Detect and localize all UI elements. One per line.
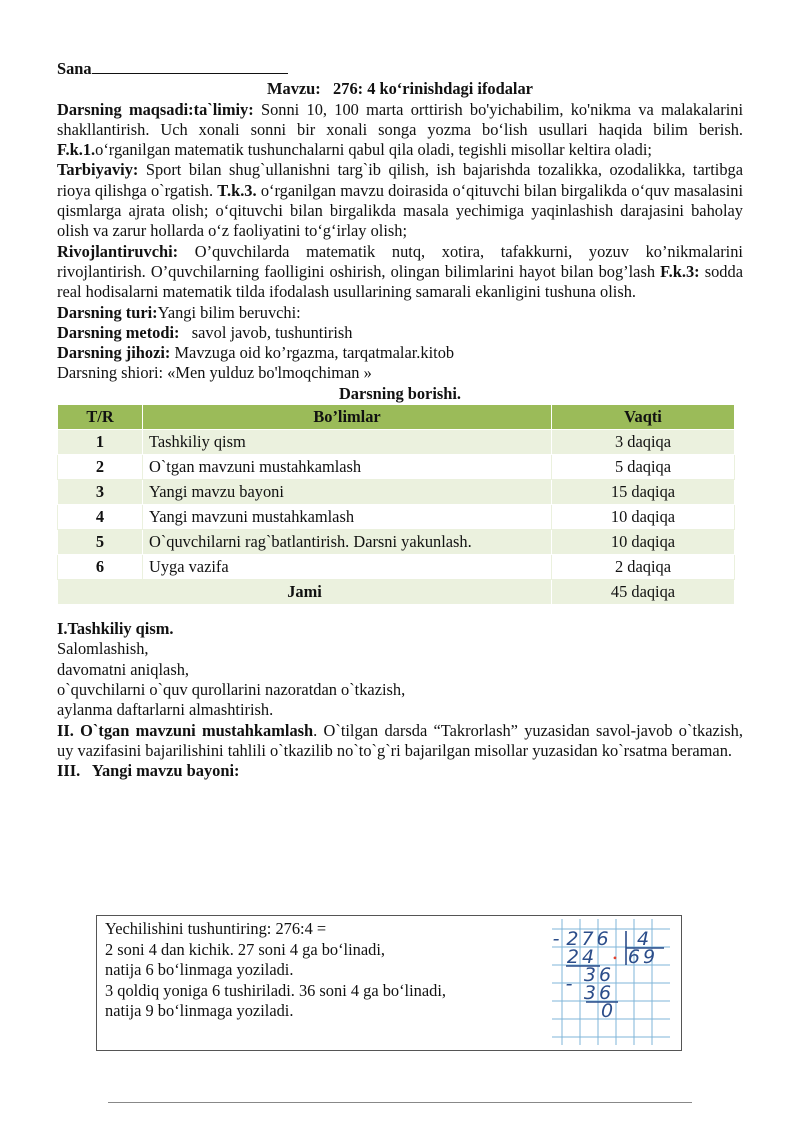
row-time: 2 daqiqa [552,555,735,580]
explanation-line: natija 9 bo‘linmaga yoziladi. [105,1001,294,1020]
section1-item: o`quvchilarni o`quv qurollarini nazoratdan o`tkazish, [57,679,406,699]
minus-sign-2: - [565,973,573,995]
lesson-equipment [57,343,743,363]
section1-item: Salomlashish, [57,639,149,659]
section1-item: aylanma daftarlarni almashtirish. [57,700,274,720]
lesson-motto: Darsning shiori: «Men yulduz bo'lmoqchiman » [57,363,372,383]
educational-goal [57,100,743,161]
fk1-label: F.k.1. [57,140,96,160]
date-label: Sana [57,59,92,78]
date-blank [92,58,288,74]
explanation-line: Yechilishini tushuntiring: 276:4 = [105,919,327,938]
developmental-goal [57,242,743,303]
section2 [57,721,743,762]
divisor-digit: 4 [636,928,650,950]
explanation-line: 3 qoldiq yoniga 6 tushiriladi. 36 soni 4 ga bo‘linadi, [105,980,446,1000]
row-part: Uyga vazifa [143,555,552,580]
lesson-plan-table [57,404,735,605]
developmental-text: O’quvchilarda matematik nutq, xotira, tafakkurni, yozuv ko’nikmalarini rivojlantirish. O’quvchilarning faolligini oshirish, olingan bilimlarini hayot bilan bog’lash [57,241,743,281]
explanation-line: natija 6 bo‘linmaga yoziladi. [105,960,294,979]
lesson-type [57,303,743,323]
section3-heading: Yangi mavzu bayoni: [91,761,240,781]
plan-title: Darsning borishi. [338,383,462,403]
row-part: Yangi mavzuni mustahkamlash [143,505,552,530]
fk3-label: F.k.3: [660,261,700,281]
table-row [58,555,735,580]
section1-item: davomatni aniqlash, [57,659,190,679]
section3-number: III. [57,761,81,781]
total-time: 45 daqiqa [552,580,735,605]
row-time: 10 daqiqa [552,505,735,530]
table-row [58,480,735,505]
fk3-text: sodda real hodisalarni matematik tilda ifodalash usullarining samarali ekanligini tushuna olish. [57,261,743,302]
dividend-digits: 276 [566,928,612,950]
section3-title [57,761,743,781]
explanation-text [105,919,525,1022]
remainder-1: 36 [583,964,615,986]
lesson-method-value: savol javob, tushuntirish [191,322,353,342]
row-time: 10 daqiqa [552,530,735,555]
row-time: 15 daqiqa [552,480,735,505]
row-number: 2 [58,455,143,480]
row-number: 5 [58,530,143,555]
table-row [58,455,735,480]
topic-title: 276: 4 ko‘rinishdagi ifodalar [333,79,533,99]
lesson-equipment-label: Darsning jihozi: [57,343,171,363]
row-time: 5 daqiqa [552,455,735,480]
subtrahend-1: 24 [566,946,598,968]
table-total-row [58,580,735,605]
lesson-method [57,323,743,343]
quotient-digits: 69 [627,946,659,968]
final-remainder: 0 [600,1000,614,1022]
marker-dot: • [612,951,618,965]
tk3-label: T.k.3. [217,180,257,200]
topic-label: Mavzu: [267,79,321,99]
lesson-method-label: Darsning metodi: [57,322,180,342]
row-part: Yangi mavzu bayoni [143,480,552,505]
section2-text: . O`tilgan darsda “Takrorlash” yuzasidan savol-javob o`tkazish, uy vazifasini bajarilishini tahlili o`tkazilib no`to`g`ri bajarilgan misollar yuzasidan ko`rsatma beraman. [57,720,743,760]
explanation-box [96,915,682,1051]
col-header-number: T/R [58,405,143,430]
row-number: 6 [58,555,143,580]
section1-title: I.Tashkiliy qism. [57,619,174,639]
table-row [58,430,735,455]
upbringing-goal [57,160,743,241]
row-number: 3 [58,480,143,505]
row-number: 4 [58,505,143,530]
spacer [57,605,743,619]
fk1-text: o‘rganilgan matematik tushunchalarni qabul qila oladi, tegishli misollar keltira oladi; [95,140,652,160]
upbringing-label: Tarbiyaviy: [57,160,139,180]
lesson-type-value: Yangi bilim beruvchi: [157,302,301,322]
table-row [58,505,735,530]
row-number: 1 [58,430,143,455]
row-time: 3 daqiqa [552,430,735,455]
educational-label: Darsning maqsadi:ta`limiy: [57,99,254,119]
explanation-line: 2 soni 4 dan kichik. 27 soni 4 ga bo‘linadi, [105,939,385,959]
table-row [58,530,735,555]
date-line [57,58,743,79]
row-part: O`quvchilarni rag`batlantirish. Darsni yakunlash. [143,530,552,555]
table-header-row [58,405,735,430]
subtrahend-2: 36 [583,982,615,1004]
lesson-type-label: Darsning turi: [57,302,158,322]
section2-title: II. O`tgan mavzuni mustahkamlash [57,720,314,740]
total-label: Jami [58,580,552,605]
educational-text: Sonni 10, 100 marta orttirish bo'yichabilim, ko'nikma va malakalarini shakllantirish. Uch xonali sonni bir xonali songa yozma bo‘lish usullari haqida bilim berish. [57,99,743,139]
long-division-image [552,919,670,1045]
row-part: O`tgan mavzuni mustahkamlash [143,455,552,480]
topic-line [57,79,743,99]
minus-sign-1: - [552,928,560,950]
developmental-label: Rivojlantiruvchi: [57,241,179,261]
col-header-parts: Bo’limlar [143,405,552,430]
row-part: Tashkiliy qism [143,430,552,455]
tk3-text: o‘rganilgan mavzu doirasida o‘qituvchi bilan birgalikda o‘quv masalasini qismlarga ajrata olish; o‘qituvchi bilan birgalikda masala yechimiga yaqinlashish darajasini baholay olish va zarur hollarda o‘z faoliyatini to‘g‘irlay olish; [57,180,744,241]
upbringing-text: Sport bilan shug`ullanishni targ`ib qilish, ish bajarishda tozalikka, ozodalikka, tartibga rioya qilishga o`rgatish. [57,160,743,200]
lesson-plan-page [57,58,743,781]
col-header-time: Vaqti [552,405,735,430]
lesson-equipment-value: Mavzuga oid ko’rgazma, tarqatmalar.kitob [174,343,455,363]
footer-rule [108,1102,692,1103]
